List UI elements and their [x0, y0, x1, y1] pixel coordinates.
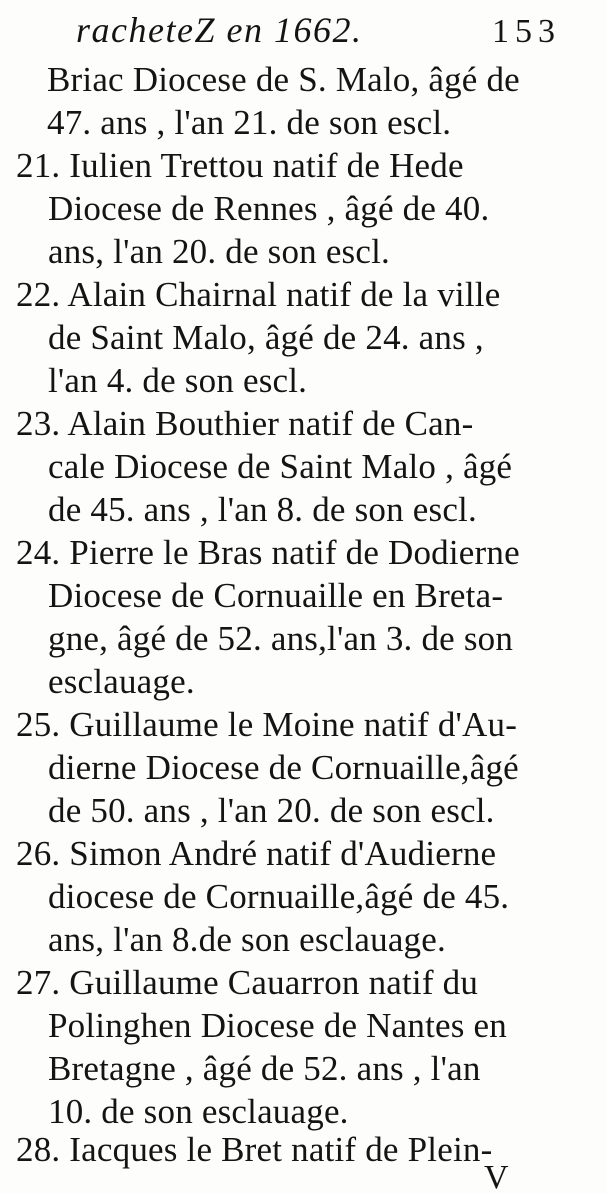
text-line: 23. Alain Bouthier natif de Can-: [16, 404, 474, 443]
text-line: 28. Iacques le Bret natif de Plein-: [16, 1130, 493, 1169]
text-line: l'an 4. de son escl.: [48, 361, 308, 400]
page-number: 153: [492, 13, 561, 50]
text-line: 22. Alain Chairnal natif de la ville: [16, 275, 501, 314]
text-line: de Saint Malo, âgé de 24. ans ,: [48, 318, 484, 357]
text-line: Diocese de Rennes , âgé de 40.: [48, 189, 490, 228]
running-head: racheteZ en 1662.: [76, 10, 363, 50]
text-line: 21. Iulien Trettou natif de Hede: [16, 146, 464, 185]
text-line: Polinghen Diocese de Nantes en: [48, 1006, 507, 1045]
text-line: de 45. ans , l'an 8. de son escl.: [48, 490, 477, 529]
text-line: 47. ans , l'an 21. de son escl.: [47, 103, 452, 142]
catchword: V: [484, 1159, 509, 1196]
text-line: de 50. ans , l'an 20. de son escl.: [48, 791, 495, 830]
text-line: 26. Simon André natif d'Audierne: [16, 834, 497, 873]
text-line: Diocese de Cornuaille en Breta-: [48, 576, 504, 615]
text-line: gne, âgé de 52. ans,l'an 3. de son: [48, 619, 514, 658]
text-line: esclauage.: [48, 662, 195, 701]
text-line: ans, l'an 8.de son esclauage.: [48, 920, 446, 959]
text-line: 27. Guillaume Cauarron natif du: [16, 963, 479, 1002]
text-line: 25. Guillaume le Moine natif d'Au-: [16, 705, 518, 744]
text-line: 24. Pierre le Bras natif de Dodierne: [16, 533, 520, 572]
text-line: 10. de son esclauage.: [48, 1092, 349, 1131]
text-line: ans, l'an 20. de son escl.: [48, 232, 390, 271]
text-line: Briac Diocese de S. Malo, âgé de: [47, 60, 520, 99]
text-line: diocese de Cornuaille,âgé de 45.: [48, 877, 510, 916]
text-line: Bretagne , âgé de 52. ans , l'an: [48, 1049, 481, 1088]
text-line: dierne Diocese de Cornuaille,âgé: [48, 748, 519, 787]
text-line: cale Diocese de Saint Malo , âgé: [48, 447, 513, 486]
